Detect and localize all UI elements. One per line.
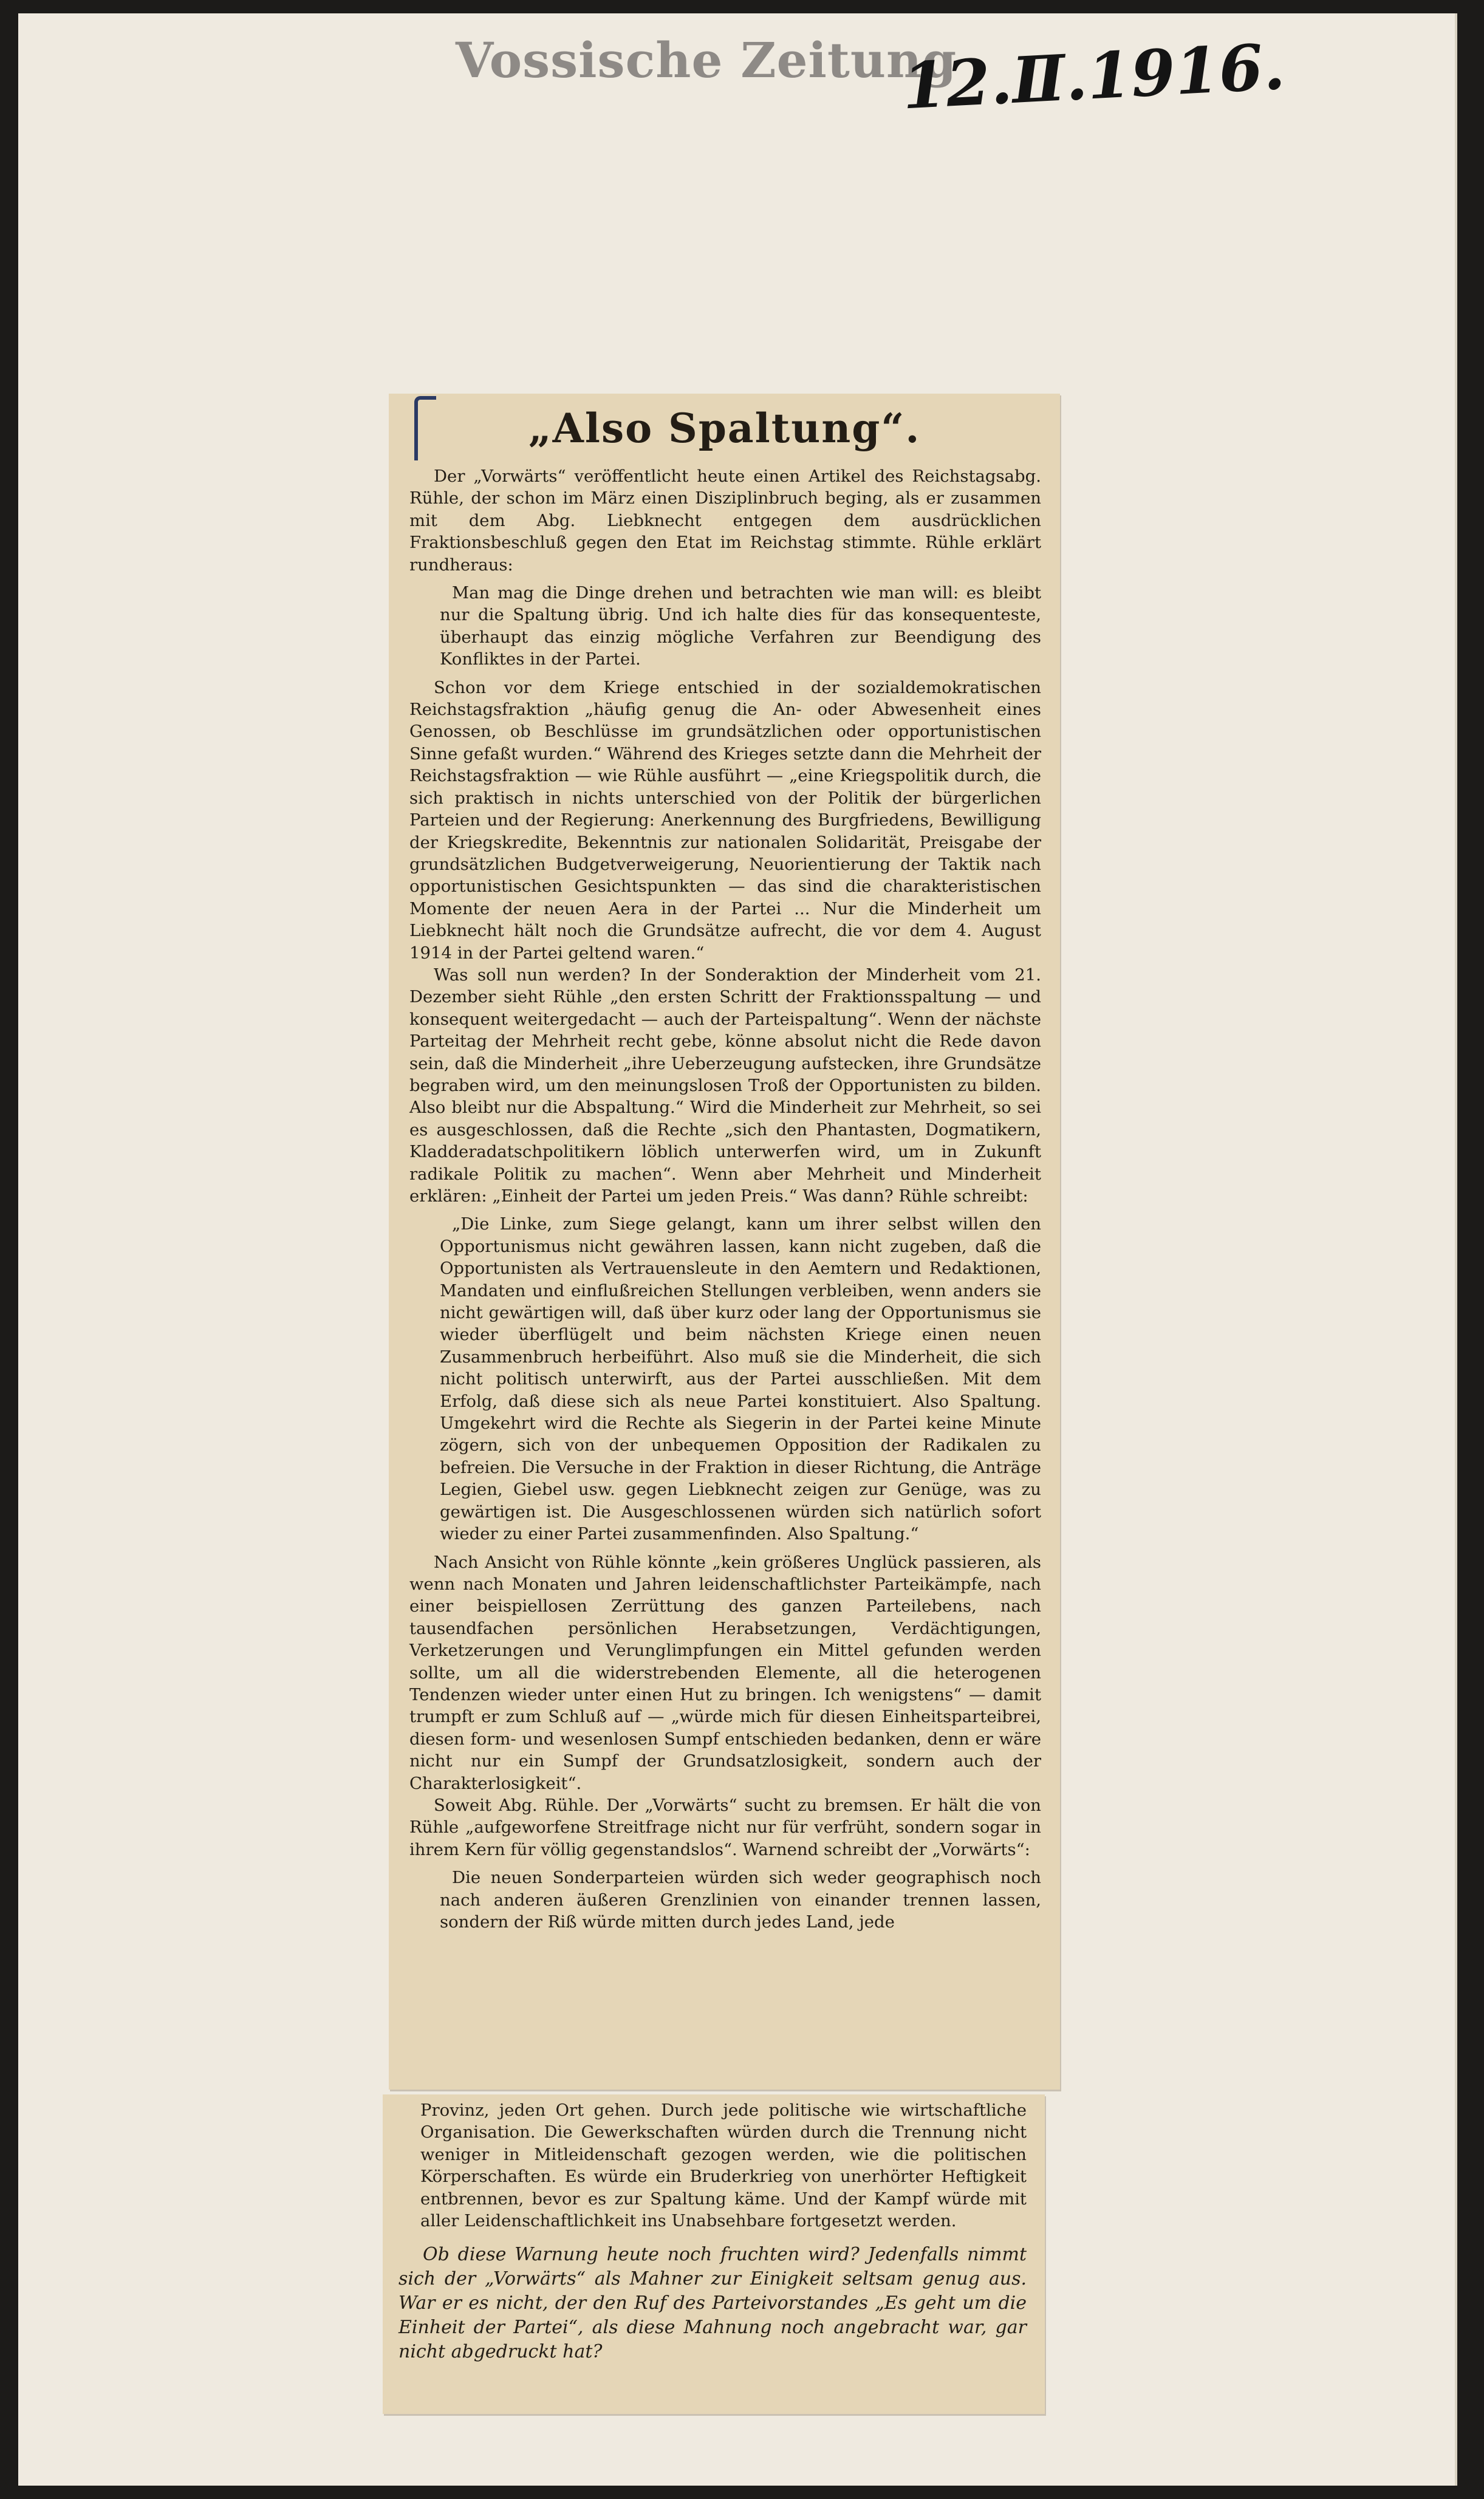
pencil-bracket-mark: [414, 396, 436, 460]
paragraph-what-now: Was soll nun werden? In der Sonderaktion der Minderheit vom 21. Dezember sieht Rühle „den ersten Schritt der Fraktionsspaltung — und konsequent weitergedacht — auch der Parteispaltung“. Wenn der nächste Parteitag der Mehrheit recht gebe, könne absolut nicht die Rede davon sein, daß die Minderheit „ihre Ueberzeugung aufstecken, ihre Grundsätze begraben wird, um den meinungslosen Troß der Opportunisten zu bilden. Also bleibt nur die Abspaltung.“ Wird die Minderheit zur Mehrheit, so sei es ausgeschlossen, daß die Rechte „sich den Phantasten, Dogmatikern, Kladderadatschpolitikern löblich unterwerfen wird, um in Zukunft radikale Politik zu machen“. Wenn aber Mehrheit und Minderheit erklären: „Einheit der Partei um jeden Preis.“ Was dann? Rühle schreibt:: [409, 965, 1041, 1206]
article-headline: „Also Spaltung“.: [528, 405, 921, 452]
handwritten-date: 12.Ⅱ.1916.: [900, 29, 1287, 124]
paragraph-quote-left: „Die Linke, zum Siege gelangt, kann um ihrer selbst willen den Opportunismus nicht gewähren lassen, kann nicht zugeben, daß die Opportunisten als Vertrauensleute in den Aemtern und Redaktionen, Mandaten und einflußreichen Stellungen verbleiben, wenn anders sie nicht gewärtigen will, daß über kurz oder lang der Opportunismus sie wieder überflügelt und beim nächsten Kriege einen neuen Zusammenbruch herbeiführt. Also muß sie die Minderheit, die sich nicht politisch unterwirft, aus der Partei ausschließen. Mit dem Erfolg, daß diese sich als neue Partei konstituiert. Also Spaltung. Umgekehrt wird die Rechte als Siegerin in der Partei keine Minute zögern, sich von der unbequemen Opposition der Radikalen zu befreien. Die Versuche in der Fraktion in dieser Richtung, die Anträge Legien, Giebel usw. gegen Liebknecht zeigen zur Genüge, was zu gewärtigen ist. Die Ausgeschlossenen würden sich natürlich sofort wieder zu einer Partei zusammenfinden. Also Spaltung.“: [440, 1214, 1041, 1544]
paragraph-quote-vorwaerts: Die neuen Sonderparteien würden sich weder geographisch noch nach anderen äußeren Grenzlinien von einander trennen lassen, sondern der Riß würde mitten durch jedes Land, jede: [440, 1868, 1041, 1932]
paragraph-misfortune: Nach Ansicht von Rühle könnte „kein größeres Unglück passieren, als wenn nach Monaten und Jahren leidenschaftlichster Parteikämpfe, nach einer beispiellosen Zerrüttung des ganzen Parteilebens, nach tausendfachen persönlichen Herabsetzungen, Verdächtigungen, Verketzerungen und Verunglimpfungen ein Mittel gefunden werden sollte, um all die widerstrebenden Elemente, all die heterogenen Tendenzen wieder unter einen Hut zu bringen. Ich wenigstens“ — damit trumpft er zum Schluß auf — „würde mich für diesen Einheitsparteibrei, diesen form- und wesenlosen Sumpf entschieden bedanken, denn er wäre nicht nur ein Sumpf der Grundsatzlosigkeit, sondern auch der Charakterlosigkeit“.: [409, 1552, 1041, 1793]
article-body-top: [409, 465, 1041, 1939]
clipping-bottom: [383, 2094, 1045, 2414]
paragraph-quote-ruehle: Man mag die Dinge drehen und betrachten wie man will: es bleibt nur die Spaltung übrig. Und ich halte dies für das konsequenteste, überhaupt das einzig mögliche Verfahren zur Beendigung des Konfliktes in der Partei.: [440, 583, 1041, 669]
paragraph-closing: Ob diese Warnung heute noch fruchten wird? Jedenfalls nimmt sich der „Vorwärts“ als Mahner zur Einigkeit seltsam genug aus. War er es nicht, der den Ruf des Parteivorstandes „Es geht um die Einheit der Partei“, als diese Mahnung noch angebracht war, gar nicht abgedruckt hat?: [398, 2244, 1027, 2363]
clipping-top: [389, 394, 1060, 2090]
paragraph-vorwaerts-brakes: Soweit Abg. Rühle. Der „Vorwärts“ sucht zu bremsen. Er hält die von Rühle „aufgeworfene Streitfrage nicht nur für verfrüht, sondern sogar in ihrem Kern für völlig gegenstandslos“. Warnend schreibt der „Vorwärts“:: [409, 1795, 1041, 1859]
article-body-bottom: [398, 2099, 1027, 2364]
paragraph-intro: Der „Vorwärts“ veröffentlicht heute einen Artikel des Reichstagsabg. Rühle, der schon im März einen Disziplinbruch beging, als er zusammen mit dem Abg. Liebknecht entgegen dem ausdrücklichen Fraktionsbeschluß gegen den Etat im Reichstag stimmte. Rühle erklärt rundheraus:: [409, 467, 1041, 575]
newspaper-stamp: Vossische Zeitung: [456, 32, 957, 89]
paragraph-prewar: Schon vor dem Kriege entschied in der sozialdemokratischen Reichstagsfraktion „häufig genug die An- oder Abwesenheit eines Genossen, ob Beschlüsse im grundsätzlichen oder opportunistischen Sinne gefaßt wurden.“ Während des Krieges setzte dann die Mehrheit der Reichstagsfraktion — wie Rühle ausführt — „eine Kriegspolitik durch, die sich praktisch in nichts unterschied von der Politik der bürgerlichen Parteien und der Regierung: Anerkennung des Burgfriedens, Bewilligung der Kriegskredite, Bekenntnis zur nationalen Solidarität, Preisgabe der grundsätzlichen Budgetverweigerung, Neuorientierung der Taktik nach opportunistischen Gesichtspunkten — das sind die charakteristischen Momente der neuen Aera in der Partei ... Nur die Minderheit um Liebknecht hält noch die Grundsätze aufrecht, die vor dem 4. August 1914 in der Partei geltend waren.“: [409, 677, 1041, 963]
paragraph-quote-continued: Provinz, jeden Ort gehen. Durch jede politische wie wirtschaftliche Organisation. Die Gewerkschaften würden durch die Trennung nicht weniger in Mitleidenschaft gezogen werden, wie die politischen Körperschaften. Es würde ein Bruderkrieg von unerhörter Heftigkeit entbrennen, bevor es zur Spaltung käme. Und der Kampf würde mit aller Leidenschaftlichkeit ins Unabsehbare fortgesetzt werden.: [420, 2101, 1027, 2231]
